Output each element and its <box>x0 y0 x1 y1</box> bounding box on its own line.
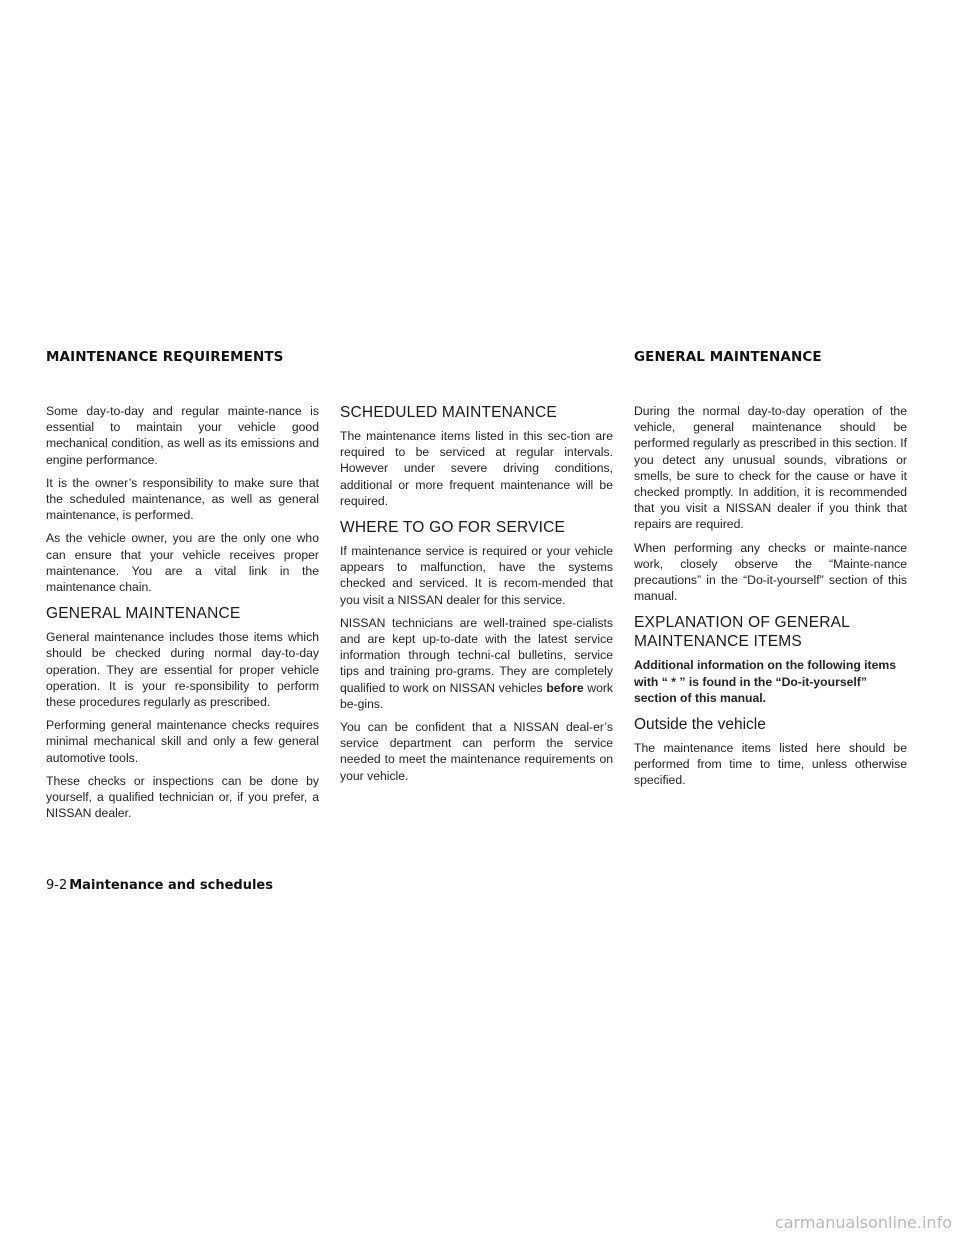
subheading-explanation-of-general-maintenance-items: EXPLANATION OF GENERAL MAINTENANCE ITEMS <box>634 614 850 651</box>
paragraph: Some day-to-day and regular mainte-nance is essential to maintain your vehicle good mechanical condition, as well as its emissions and engine performance. <box>46 404 319 467</box>
paragraph: If maintenance service is required or your vehicle appears to malfunction, have the systems checked and serviced. It is recom-mended that you visit a NISSAN dealer for this service. <box>340 544 613 607</box>
emphasis-before: before <box>546 680 584 695</box>
page-number: 9-2 <box>46 878 68 893</box>
column-middle <box>340 403 613 791</box>
watermark: carmanualsonline.info <box>774 1213 952 1232</box>
paragraph: These checks or inspections can be done by yourself, a qualified technician or, if you prefer, a NISSAN dealer. <box>46 773 319 821</box>
paragraph <box>340 615 613 712</box>
paragraph-text: NISSAN technicians are well-trained spe-cialists and are kept up-to-date with the latest service information through techni-cal bulletins, service tips and training pro-grams. They are completely qualified to work on NISSAN vehicles <box>340 615 613 695</box>
note-do-it-yourself: Additional information on the following items with “ * ” is found in the “Do-it-yourself” section of this manual. <box>634 658 897 705</box>
paragraph: During the normal day-to-day operation of the vehicle, general maintenance should be performed regularly as prescribed in this section. If you detect any unusual sounds, vibrations or smells, be sure to check for the cause or have it checked promptly. In addition, it is recommended that you visit a NISSAN dealer if you think that repairs are required. <box>634 404 907 532</box>
subheading-scheduled-maintenance: SCHEDULED MAINTENANCE <box>340 404 557 421</box>
section-heading-general-maintenance: GENERAL MAINTENANCE <box>634 349 822 365</box>
paragraph-text: work be-gins. <box>340 680 614 711</box>
column-right <box>634 403 907 796</box>
page-footer <box>46 877 273 893</box>
subheading-general-maintenance: GENERAL MAINTENANCE <box>46 605 241 623</box>
subheading-where-to-go-for-service: WHERE TO GO FOR SERVICE <box>340 519 566 537</box>
column-left <box>46 403 319 828</box>
section-heading-maintenance-requirements: MAINTENANCE REQUIREMENTS <box>46 349 284 365</box>
chapter-title: Maintenance and schedules <box>69 878 273 893</box>
paragraph: The maintenance items listed here should be performed from time to time, unless otherwise specified. <box>634 741 907 788</box>
subheading-outside-the-vehicle: Outside the vehicle <box>634 716 766 734</box>
paragraph: General maintenance includes those items which should be checked during normal day-to-day operation. They are essential for proper vehicle operation. It is your re-sponsibility to perform these procedures regularly as prescribed. <box>46 630 319 710</box>
paragraph: As the vehicle owner, you are the only one who can ensure that your vehicle receives proper maintenance. You are a vital link in the maintenance chain. <box>46 531 319 595</box>
paragraph: The maintenance items listed in this sec-tion are required to be serviced at regular intervals. However under severe driving conditions, additional or more frequent maintenance will be required. <box>340 429 613 508</box>
paragraph: Performing general maintenance checks requires minimal mechanical skill and only a few general automotive tools. <box>46 718 319 765</box>
paragraph: It is the owner’s responsibility to make sure that the scheduled maintenance, as well as general maintenance, is performed. <box>46 475 319 523</box>
paragraph: You can be confident that a NISSAN deal-er’s service department can perform the service needed to meet the maintenance requirements on your vehicle. <box>340 720 613 783</box>
paragraph: When performing any checks or mainte-nance work, closely observe the “Mainte-nance precautions” in the “Do-it-yourself” section of this manual. <box>634 540 907 604</box>
